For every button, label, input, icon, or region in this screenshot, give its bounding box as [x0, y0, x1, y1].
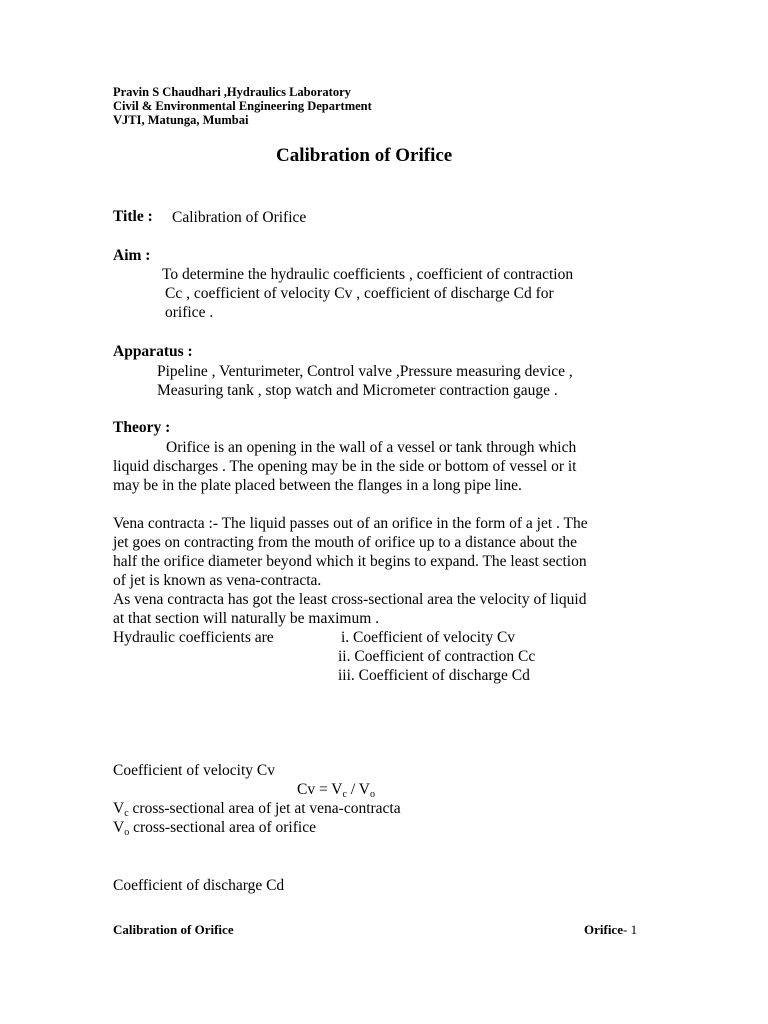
definition-vc-text: cross-sectional area of jet at vena-contracta [128, 800, 401, 817]
lab-header-line-3: VJTI, Matunga, Mumbai [113, 113, 249, 127]
theory-para2-line-3: half the orifice diameter beyond which it begins to expand. The least section [113, 553, 587, 570]
discharge-heading: Coefficient of discharge Cd [113, 877, 285, 894]
theory-para2-line-1: Vena contracta :- The liquid passes out of an orifice in the form of a jet . The [113, 515, 588, 532]
aim-line-2: Cc , coefficient of velocity Cv , coefficient of discharge Cd for [165, 285, 554, 302]
theory-para2-line-6: at that section will naturally be maximum . [113, 610, 380, 627]
lab-header-line-1: Pravin S Chaudhari ,Hydraulics Laboratory [113, 85, 351, 99]
apparatus-heading: Apparatus : [113, 343, 193, 360]
apparatus-line-1: Pipeline , Venturimeter, Control valve ,Pressure measuring device , [157, 363, 573, 380]
coefficient-list-item-3: iii. Coefficient of discharge Cd [338, 667, 530, 684]
title-value: Calibration of Orifice [172, 209, 307, 226]
velocity-formula [297, 780, 375, 799]
definition-vo-symbol: V [113, 819, 125, 836]
coefficient-list-item-1: i. Coefficient of velocity Cv [341, 629, 516, 646]
definition-vo [113, 818, 316, 837]
footer-right-number: - 1 [622, 922, 638, 937]
formula-mid: / V [346, 781, 370, 798]
lab-header-line-2: Civil & Environmental Engineering Department [113, 99, 372, 113]
theory-para2-line-2: jet goes on contracting from the mouth of orifice up to a distance about the [113, 534, 578, 551]
footer-left: Calibration of Orifice [113, 922, 234, 937]
theory-para1-line-3: may be in the plate placed between the flanges in a long pipe line. [113, 477, 522, 494]
theory-para2-line-5: As vena contracta has got the least cross-sectional area the velocity of liquid [113, 591, 587, 608]
footer-page-number [584, 922, 637, 938]
aim-line-1: To determine the hydraulic coefficients , coefficient of contraction [162, 266, 574, 283]
theory-para1-line-1: Orifice is an opening in the wall of a vessel or tank through which [166, 439, 577, 456]
formula-sub-c: c [342, 789, 347, 800]
aim-line-3: orifice . [165, 304, 214, 321]
velocity-heading: Coefficient of velocity Cv [113, 762, 275, 779]
footer-right-bold: Orifice [584, 922, 623, 937]
coefficient-list-item-2: ii. Coefficient of contraction Cc [338, 648, 536, 665]
definition-vo-sub: o [124, 827, 130, 838]
aim-heading: Aim : [113, 247, 151, 264]
hydraulic-coefficients-intro: Hydraulic coefficients are [113, 629, 274, 646]
definition-vc-sub: c [124, 808, 129, 819]
formula-lhs: Cv = V [297, 781, 343, 798]
formula-sub-o: o [369, 789, 375, 800]
theory-para1-line-2: liquid discharges . The opening may be in the side or bottom of vessel or it [113, 458, 577, 475]
document-title: Calibration of Orifice [276, 145, 453, 166]
definition-vo-text: cross-sectional area of orifice [129, 819, 316, 836]
apparatus-line-2: Measuring tank , stop watch and Micrometer contraction gauge . [157, 382, 558, 399]
theory-para2-line-4: of jet is known as vena-contracta. [113, 572, 322, 589]
title-label: Title : [113, 208, 153, 225]
theory-heading: Theory : [113, 419, 171, 436]
definition-vc-symbol: V [113, 800, 125, 817]
definition-vc [113, 799, 401, 818]
